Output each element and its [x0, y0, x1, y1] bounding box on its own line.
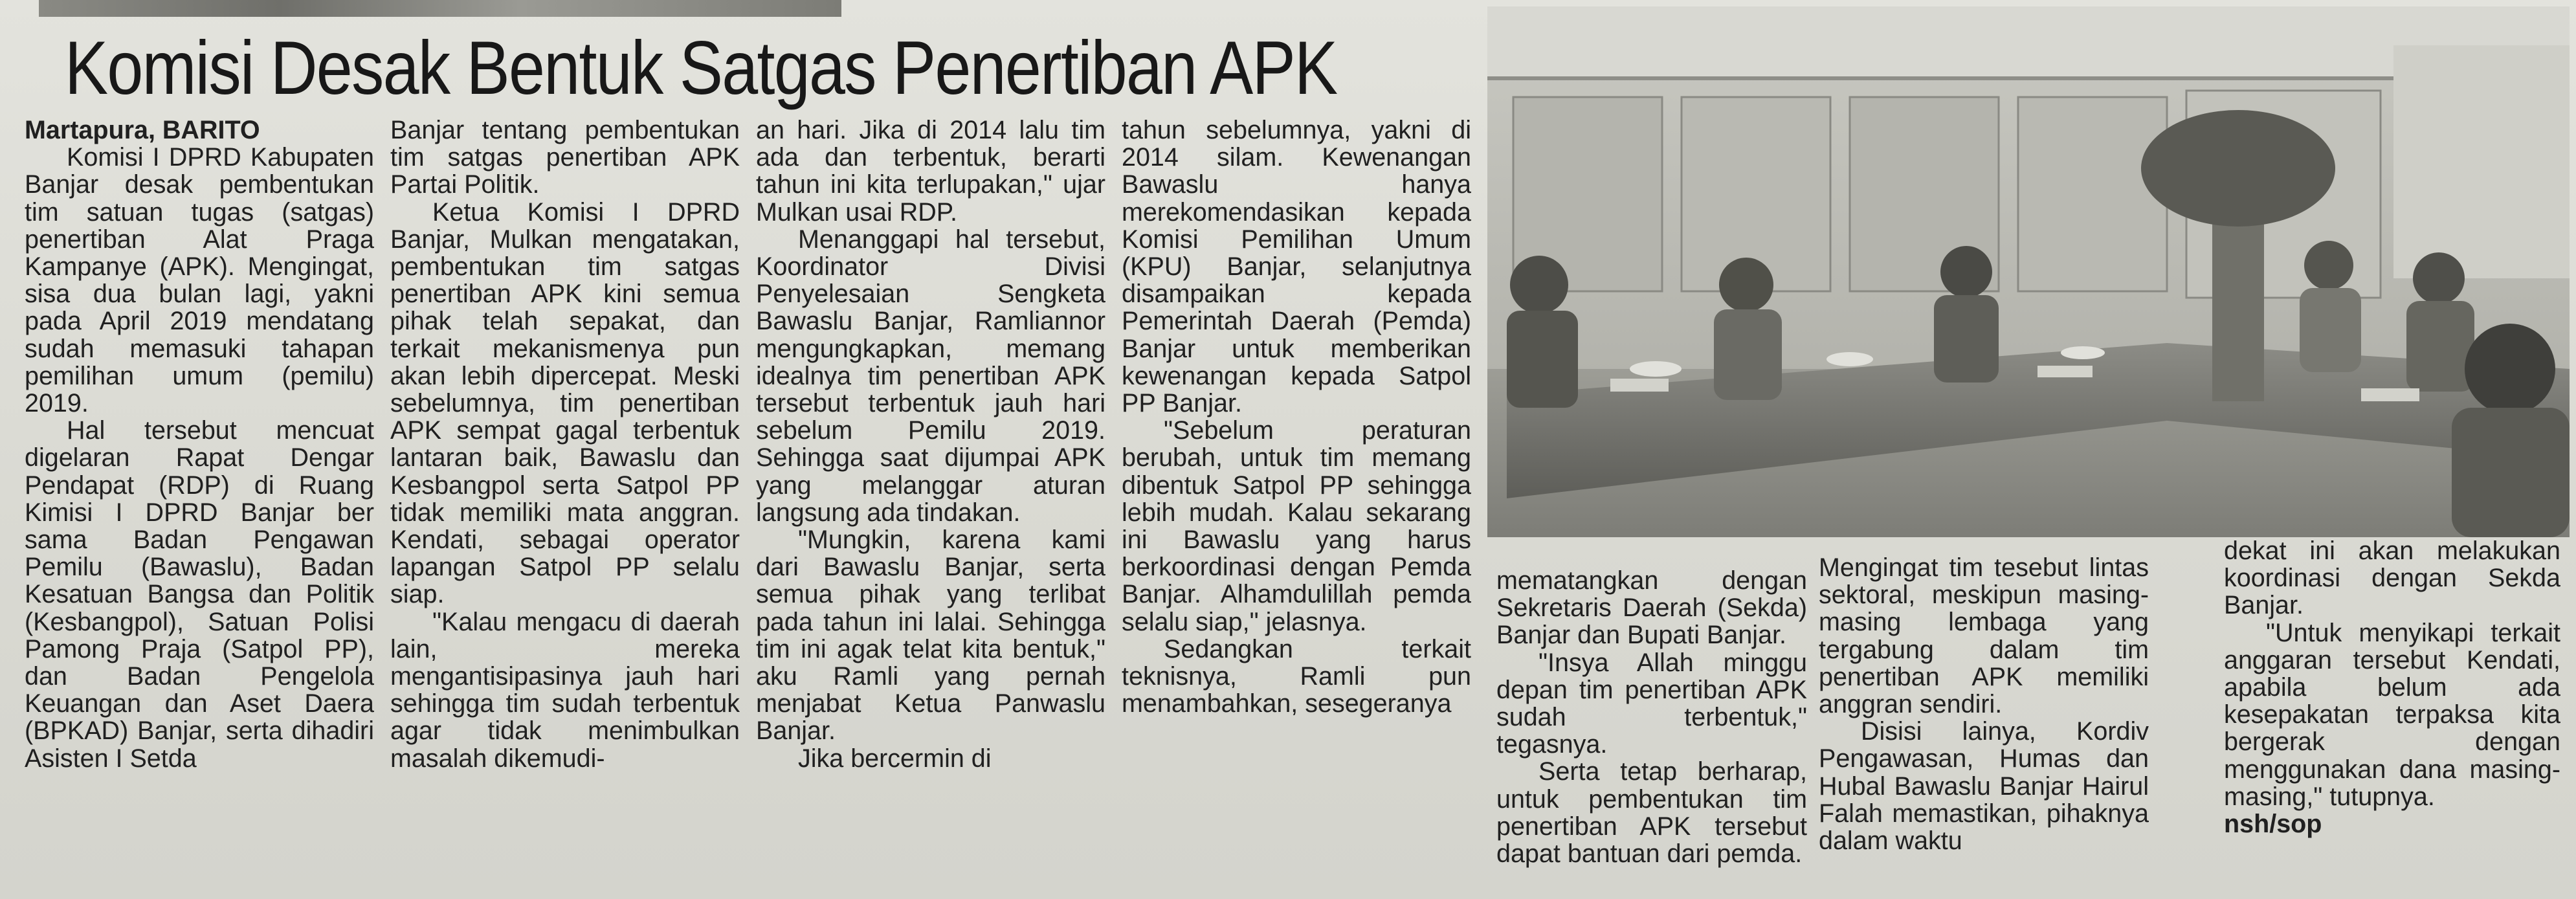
- paragraph: Disisi lainya, Kordiv Pengawasan, Humas dan Hubal Bawaslu Banjar Hairul Falah memastikan, pihaknya dalam waktu: [1819, 717, 2149, 856]
- masthead-strip: [39, 0, 841, 17]
- paragraph: Menanggapi hal tersebut, Koordinator Divisi Penyelesaian Sengketa Bawaslu Banjar, Ramliannor mengungkapkan, memang idealnya tim penertiban APK tersebut terbentuk jauh hari sebelum Pemilu 2019. Sehingga saat dijumpai APK yang melanggar aturan langsung ada tindakan.: [756, 225, 1105, 527]
- article-column-6: [1819, 554, 2149, 854]
- paragraph: tahun sebelumnya, yakni di 2014 silam. Kewenangan Bawaslu hanya merekomendasikan kepada Komisi Pemilihan Umum (KPU) Banjar, selanjutnya disampaikan kepada Pemerintah Daerah (Pemda) Banjar untuk memberikan kewenangan kepada Satpol PP Banjar.: [1122, 116, 1471, 418]
- paragraph: Serta tetap berharap, untuk pembentukan tim penertiban APK tersebut dapat bantuan dari pemda.: [1496, 757, 1807, 869]
- paragraph: dekat ini akan melakukan koordinasi dengan Sekda Banjar.: [2224, 537, 2560, 620]
- meeting-photo: [1487, 6, 2570, 537]
- author-credit: nsh/sop: [2224, 810, 2322, 839]
- article-column-3: [756, 117, 1105, 772]
- paragraph: "Mungkin, karena kami dari Bawaslu Banjar, serta semua pihak yang terlibat pada tahun ini lalai. Sehingga tim ini agak telat kita bentuk," aku Ramli yang pernah menjabat Ketua Panwaslu Banjar.: [756, 526, 1105, 746]
- paragraph: "Untuk menyikapi terkait anggaran tersebut Kendati, apabila belum ada kesepakatan terpaksa kita bergerak dengan menggunakan dana masing-masing," tutupnya.: [2224, 618, 2560, 811]
- paragraph: Mengingat tim tesebut lintas sektoral, meskipun masing-masing lembaga yang tergabung dalam tim penertiban APK memiliki anggran sendiri.: [1819, 553, 2149, 719]
- headline: Komisi Desak Bentuk Satgas Penertiban APK: [65, 25, 1337, 110]
- paragraph: Ketua Komisi I DPRD Banjar, Mulkan mengatakan, pembentukan tim satgas penertiban APK kini semua pihak telah sepakat, dan terkait mekanismenya pun akan lebih dipercepat. Meski sebelumnya, tim penertiban APK sempat gagal terbentuk lantaran baik, Bawaslu dan Kesbangpol serta Satpol PP tidak memiliki mata anggran. Kendati, sebagai operator lapangan Satpol PP selalu siap.: [390, 197, 740, 609]
- paragraph: "Insya Allah minggu depan tim penertiban APK sudah terbentuk," tegasnya.: [1496, 648, 1807, 759]
- paragraph: "Kalau mengacu di daerah lain, mereka mengantisipasinya jauh hari sehingga tim sudah terbentuk agar tidak menimbulkan masalah dikemudi-: [390, 607, 740, 773]
- paragraph: [25, 117, 374, 144]
- paragraph: mematangkan dengan Sekretaris Daerah (Sekda) Banjar dan Bupati Banjar.: [1496, 566, 1807, 650]
- paragraph: Jika bercermin di: [798, 744, 992, 773]
- dateline: Martapura, BARITO: [25, 116, 260, 144]
- paragraph: Banjar tentang pembentukan tim satgas penertiban APK Partai Politik.: [390, 116, 740, 199]
- paragraph: Hal tersebut mencuat digelaran Rapat Dengar Pendapat (RDP) di Ruang Kimisi I DPRD Banjar ber sama Badan Pengawan Pemilu (Bawaslu), Badan Kesatuan Bangsa dan Politik (Kesbangpol), Satuan Polisi Pamong Praja (Satpol PP), dan Badan Pengelola Keuangan dan Aset Daera (BPKAD) Banjar, serta dihadiri Asisten I Setda: [25, 416, 374, 773]
- paragraph: [2224, 810, 2560, 838]
- article-column-4: [1122, 117, 1471, 717]
- article-column-1: [25, 117, 374, 772]
- paragraph: "Sebelum peraturan berubah, untuk tim memang dibentuk Satpol PP sehingga lebih mudah. Kalau sekarang ini Bawaslu yang harus berkoordinasi dengan Pemda Banjar. Alhamdulillah pemda selalu siap," jelasnya.: [1122, 416, 1471, 636]
- article-column-7: [2224, 537, 2560, 838]
- meeting-photo-illustration: [1487, 6, 2570, 537]
- article-column-5: [1496, 567, 1807, 867]
- paragraph: Sedangkan terkait teknisnya, Ramli pun menambahkan, sesegeranya: [1122, 634, 1471, 718]
- paragraph: an hari. Jika di 2014 lalu tim ada dan terbentuk, berarti tahun ini kita terlupakan," ujar Mulkan usai RDP.: [756, 116, 1105, 227]
- paragraph: Komisi I DPRD Kabupaten Banjar desak pembentukan tim satuan tugas (satgas) penertiban Alat Praga Kampanye (APK). Mengingat, sisa dua bulan lagi, yakni pada April 2019 mendatang sudah memasuki tahapan pemilihan umum (pemilu) 2019.: [25, 143, 374, 418]
- article-column-2: [390, 117, 740, 772]
